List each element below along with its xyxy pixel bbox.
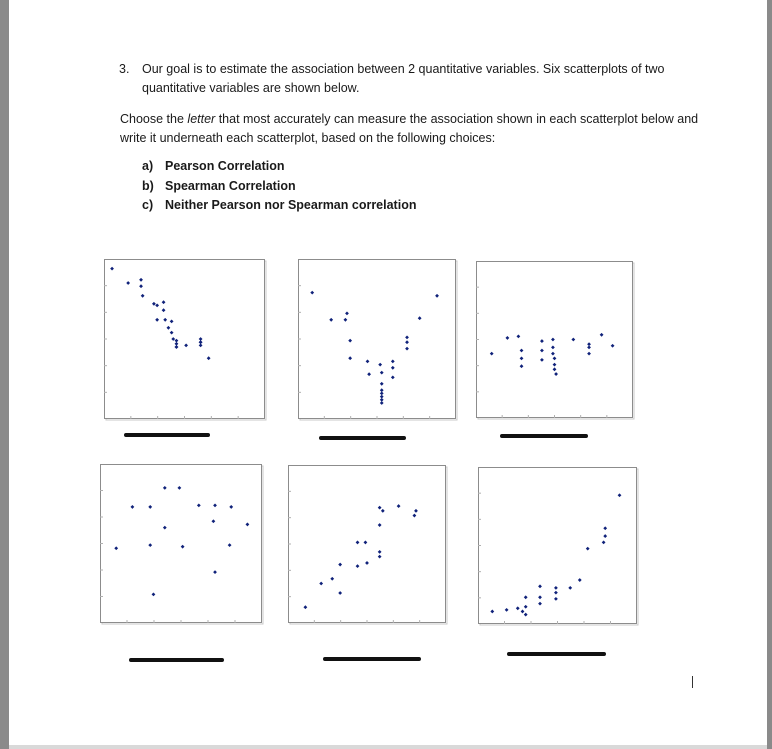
plot-frame xyxy=(479,468,637,624)
question-text: Our goal is to estimate the association between 2 quantitative variables. Six scatterplots of two quantitative variables are shown below. xyxy=(142,62,665,95)
instructions-emphasis: letter xyxy=(187,112,216,126)
choice-letter: c) xyxy=(142,198,154,212)
choice-a xyxy=(142,157,416,177)
choice-b xyxy=(142,177,416,197)
plot-frame xyxy=(101,465,262,623)
scatterplot-2 xyxy=(298,259,456,419)
scatter-svg xyxy=(478,467,637,624)
choice-label: Neither Pearson nor Spearman correlation xyxy=(165,198,417,212)
scatterplot-1 xyxy=(104,259,265,419)
choice-label: Spearman Correlation xyxy=(165,178,296,193)
answer-line-4[interactable] xyxy=(129,658,224,662)
scatter-svg xyxy=(104,259,265,419)
text-cursor xyxy=(692,676,693,688)
answer-line-5[interactable] xyxy=(323,657,421,661)
page-bottom-edge xyxy=(9,745,767,749)
choice-letter: b) xyxy=(142,178,154,193)
scatterplot-3 xyxy=(476,261,633,418)
scatterplot-4 xyxy=(100,464,262,623)
choice-list xyxy=(142,157,416,216)
scatter-svg xyxy=(298,259,456,419)
question-number: 3. xyxy=(119,62,130,76)
choice-label: Pearson Correlation xyxy=(165,159,285,173)
instructions xyxy=(120,110,700,148)
window-left-edge xyxy=(0,0,9,749)
answer-line-2[interactable] xyxy=(319,436,406,440)
scatter-svg xyxy=(476,261,633,418)
instructions-text-end: that most accurately can measure the association shown in each scatterplot below and write it underneath each scatterplot, based on the following choices: xyxy=(120,112,699,145)
plot-frame xyxy=(289,466,446,623)
scatterplot-6 xyxy=(478,467,637,624)
choice-c xyxy=(142,196,416,216)
choice-letter: a) xyxy=(142,159,154,173)
scatter-svg xyxy=(100,464,262,623)
answer-line-6[interactable] xyxy=(507,652,606,656)
scatter-svg xyxy=(288,465,446,623)
answer-line-3[interactable] xyxy=(500,434,588,438)
plot-frame xyxy=(299,260,456,419)
window-right-edge xyxy=(767,0,772,749)
scatterplot-5 xyxy=(288,465,446,623)
answer-line-1[interactable] xyxy=(124,433,210,437)
instructions-text-start: Choose the xyxy=(120,112,188,126)
